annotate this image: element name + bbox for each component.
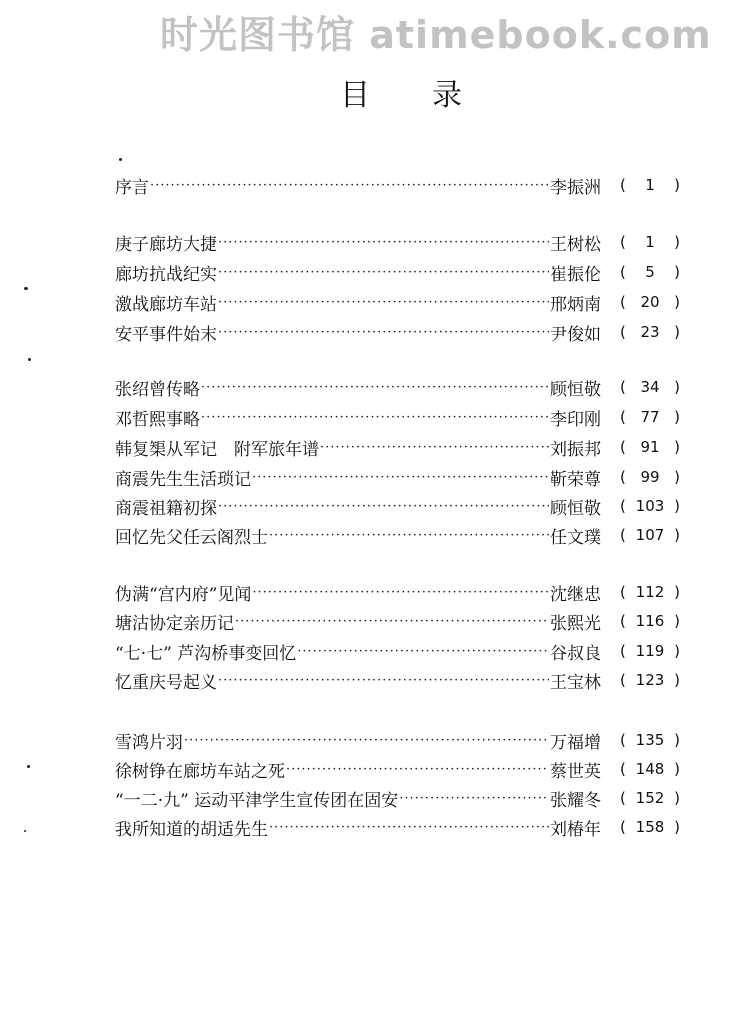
leader-dots (218, 499, 549, 514)
entry-page: ( 77 ) (620, 408, 680, 426)
entry-title: 忆重庆号起义 (115, 672, 217, 693)
entry-title: 徐树铮在廊坊车站之死 (115, 761, 285, 782)
leader-dots (218, 235, 549, 250)
entry-title: 商震先生生活琐记 (115, 469, 251, 490)
toc-entry (115, 756, 680, 782)
toc-entry (115, 259, 680, 285)
toc-entry (115, 727, 680, 753)
entry-title: 塘沽协定亲历记 (115, 613, 234, 634)
entry-author: 蔡世英 (550, 761, 601, 782)
entry-title: 雪鸿片羽 (115, 732, 183, 753)
entry-page: ( 135 ) (620, 731, 680, 749)
entry-title: 商震祖籍初探 (115, 498, 217, 519)
toc-entry (115, 638, 680, 664)
entry-author: 顾恒敬 (550, 379, 601, 400)
entry-author: 邢炳南 (550, 294, 601, 315)
leader-dots (201, 380, 549, 395)
entry-title: “七·七” 芦沟桥事变回忆 (115, 643, 297, 664)
toc-entry (115, 374, 680, 400)
leader-dots (218, 325, 549, 340)
entry-title: 回忆先父任云阁烈士 (115, 527, 268, 548)
entry-page: ( 99 ) (620, 468, 680, 486)
entry-page: ( 1 ) (620, 176, 680, 194)
entry-author: 王树松 (550, 234, 601, 255)
leader-dots (218, 295, 549, 310)
entry-author: 沈继忠 (550, 584, 601, 605)
scan-speck (119, 158, 122, 161)
entry-author: 张耀冬 (550, 790, 601, 811)
entry-page: ( 103 ) (620, 497, 680, 515)
scan-speck (28, 358, 31, 361)
entry-author: 任文璞 (550, 527, 601, 548)
entry-title: 序言 (115, 177, 149, 198)
entry-title: 邓哲熙事略 (115, 409, 200, 430)
entry-author: 张熙光 (550, 613, 601, 634)
entry-page: ( 23 ) (620, 323, 680, 341)
leader-dots (218, 673, 549, 688)
entry-title: 庚子廊坊大捷 (115, 234, 217, 255)
toc-entry (115, 229, 680, 255)
entry-author: 靳荣尊 (550, 469, 601, 490)
toc-entry (115, 319, 680, 345)
entry-title: 我所知道的胡适先生 (115, 819, 268, 840)
entry-page: ( 20 ) (620, 293, 680, 311)
leader-dots (184, 733, 549, 748)
leader-dots (235, 614, 549, 629)
entry-author: 李印刚 (550, 409, 601, 430)
leader-dots (252, 585, 549, 600)
entry-author: 崔振伦 (550, 264, 601, 285)
entry-page: ( 107 ) (620, 526, 680, 544)
entry-author: 谷叔良 (550, 643, 601, 664)
scan-speck (24, 830, 26, 832)
entry-page: ( 112 ) (620, 583, 680, 601)
leader-dots (399, 791, 549, 806)
leader-dots (269, 820, 549, 835)
toc-entry (115, 579, 680, 605)
toc-entry (115, 493, 680, 519)
entry-author: 万福增 (550, 732, 601, 753)
entry-author: 李振洲 (550, 177, 601, 198)
entry-author: 刘振邦 (550, 439, 601, 460)
entry-page: ( 123 ) (620, 671, 680, 689)
leader-dots (252, 470, 549, 485)
leader-dots (150, 178, 549, 193)
toc-entry (115, 785, 680, 811)
entry-page: ( 158 ) (620, 818, 680, 836)
leader-dots (297, 644, 549, 659)
entry-page: ( 91 ) (620, 438, 680, 456)
toc-entry (115, 289, 680, 315)
leader-dots (286, 762, 549, 777)
toc-entry (115, 464, 680, 490)
entry-title: 安平事件始末 (115, 324, 217, 345)
scan-speck (24, 287, 28, 290)
page-title: 目录 (340, 78, 524, 113)
entry-page: ( 1 ) (620, 233, 680, 251)
leader-dots (201, 410, 549, 425)
toc-entry (115, 608, 680, 634)
entry-page: ( 148 ) (620, 760, 680, 778)
scan-speck (27, 765, 30, 768)
toc-entry (115, 404, 680, 430)
entry-author: 刘椿年 (550, 819, 601, 840)
entry-author: 尹俊如 (550, 324, 601, 345)
leader-dots (218, 265, 549, 280)
entry-title: 张绍曾传略 (115, 379, 200, 400)
leader-dots (320, 440, 549, 455)
watermark-text: 时光图书馆 atimebook.com (160, 13, 712, 57)
toc-entry (115, 522, 680, 548)
entry-page: ( 119 ) (620, 642, 680, 660)
toc-entry (115, 814, 680, 840)
toc-entry (115, 434, 680, 460)
toc-entry (115, 172, 680, 198)
entry-page: ( 116 ) (620, 612, 680, 630)
entry-page: ( 5 ) (620, 263, 680, 281)
entry-title: 韩复榘从军记 附军旅年谱 (115, 439, 319, 460)
entry-title: “一二·九” 运动平津学生宣传团在固安 (115, 790, 399, 811)
entry-title: 激战廊坊车站 (115, 294, 217, 315)
entry-title: 廊坊抗战纪实 (115, 264, 217, 285)
entry-page: ( 152 ) (620, 789, 680, 807)
entry-page: ( 34 ) (620, 378, 680, 396)
entry-author: 王宝林 (550, 672, 601, 693)
leader-dots (269, 528, 549, 543)
entry-author: 顾恒敬 (550, 498, 601, 519)
entry-title: 伪满“宫内府”见闻 (115, 584, 252, 605)
toc-entry (115, 667, 680, 693)
